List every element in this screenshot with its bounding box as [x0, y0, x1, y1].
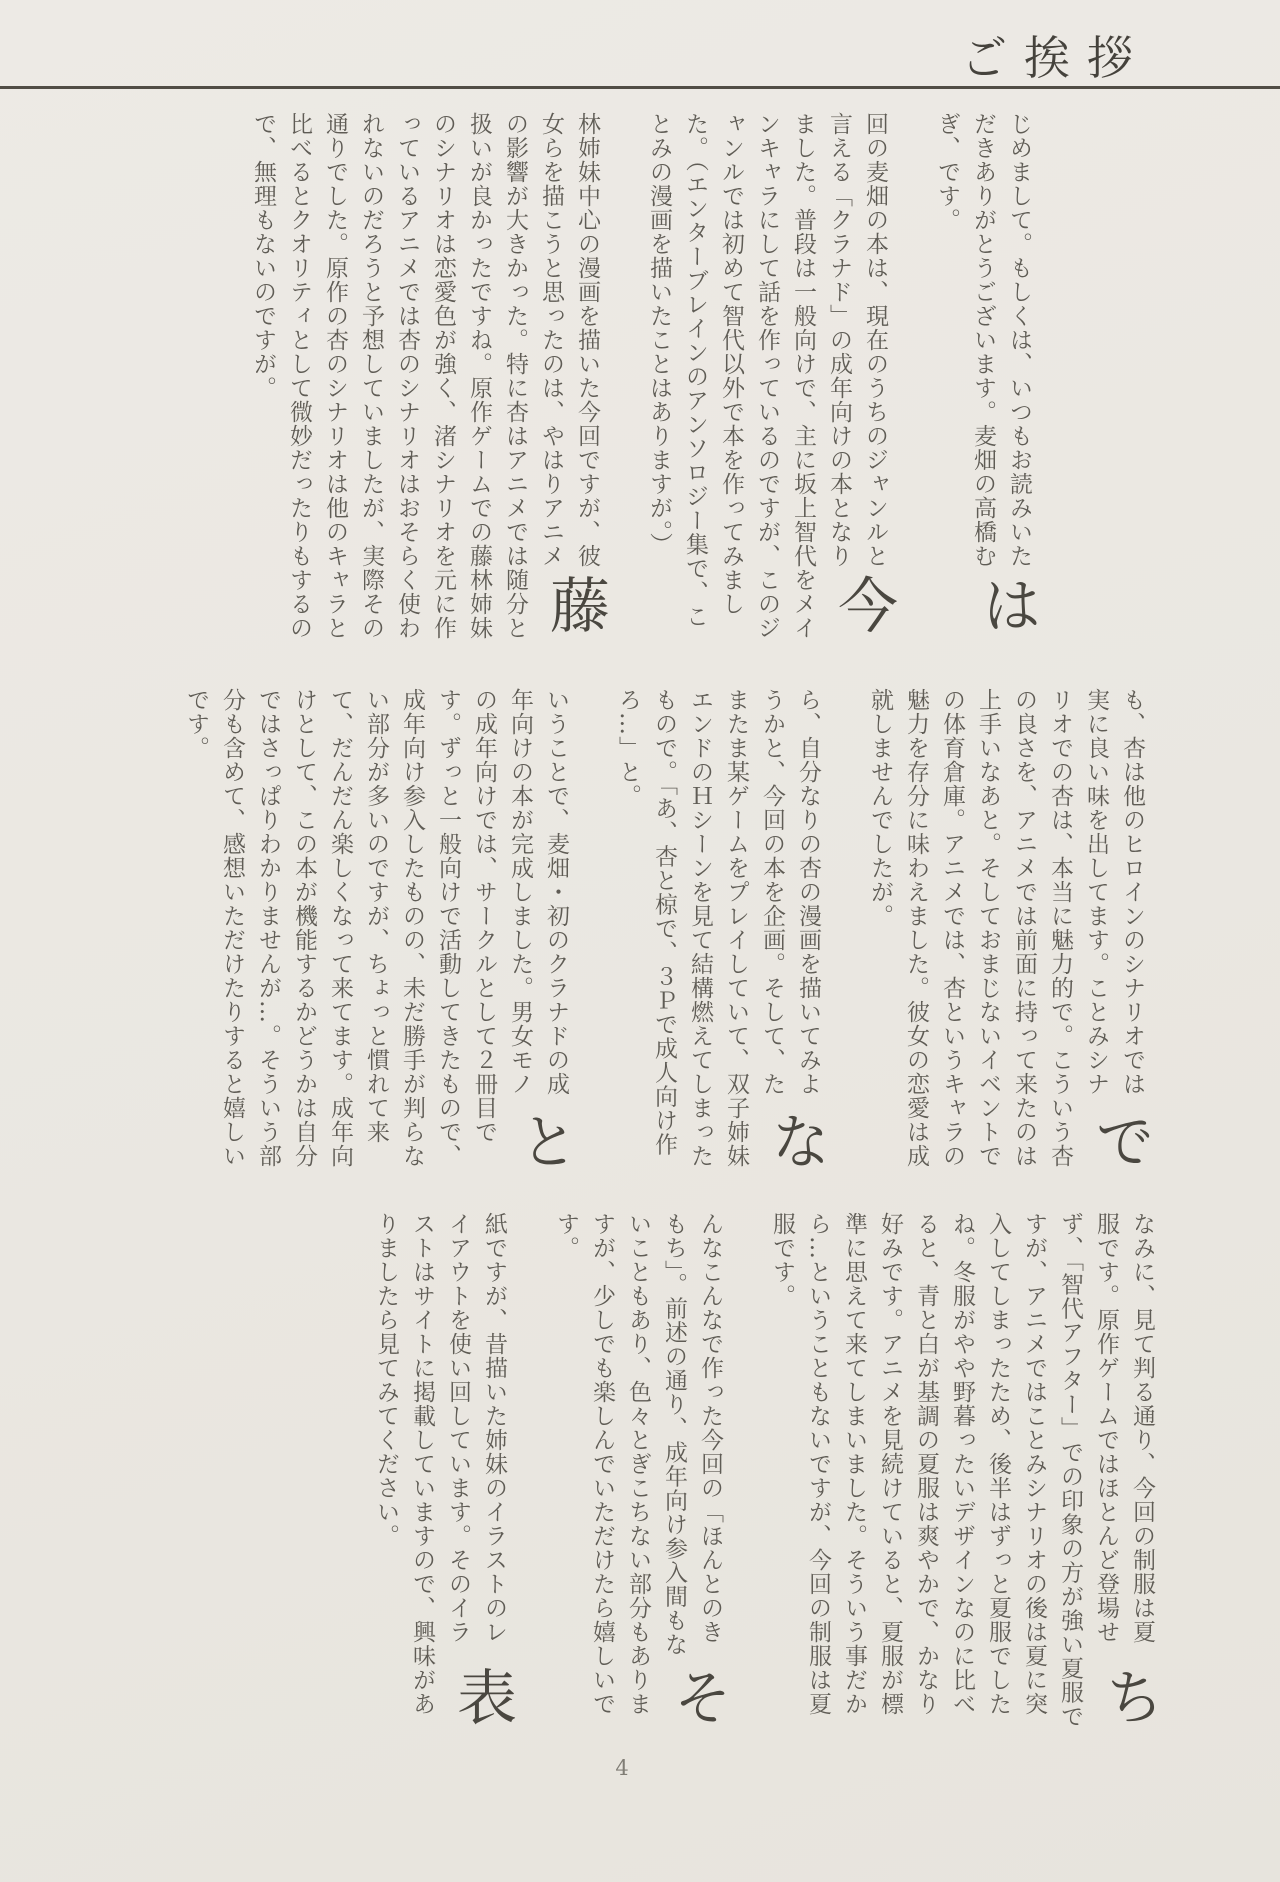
paragraph-text: んなこんなで作った今回の「ほんとのきもち」。前述の通り、成年向け参入間もないこともあり、色々とぎこちない部分もありますが、少しでも楽しんでいただけたら嬉しいです。	[553, 1212, 723, 1716]
paragraph-book-intro	[641, 112, 898, 644]
page-title: ご挨拶	[961, 31, 1150, 85]
paragraph-cover-illustration	[368, 1212, 517, 1736]
paragraph-greeting	[929, 112, 1042, 644]
paragraph-kyou-in-anime	[862, 688, 1155, 1180]
paragraph-closing-thanks	[548, 1212, 733, 1736]
dropcap: と	[509, 1110, 579, 1170]
title-divider	[0, 86, 1280, 89]
paragraph-text: 林姉妹中心の漫画を描いた今回ですが、彼女らを描こうと思ったのは、やはりアニメの影響が大きかった。特に杏はアニメでは随分と扱いが良かったですね。原作ゲームでの藤林姉妹のシナリオは恋愛色が強く、渚シナリオを元に作っているアニメでは杏のシナリオはおそらく使われないのだろうと予想していましたが、実際その通りでした。原作の杏のシナリオは他のキャラと比べるとクオリティとして微妙だったりもするので、無理もないのですが。	[250, 112, 600, 640]
paragraph-fujibayashi-sisters	[245, 112, 610, 644]
text-band-1	[85, 112, 1042, 644]
dropcap: ち	[1095, 1666, 1165, 1726]
paragraph-text: 紙ですが、昔描いた姉妹のイラストのレイアウトを使い回しています。そのイラストはサイトに掲載していますので、興味がありましたら見てみてください。	[373, 1212, 507, 1716]
text-band-2	[85, 688, 1155, 1180]
dropcap: で	[1085, 1110, 1155, 1170]
paragraph-text: なみに、見て判る通り、今回の制服は夏服です。原作ゲームではほとんど登場せず、「智代アフター」での印象の方が強い夏服ですが、アニメではことみシナリオの後は夏に突入してしまったため、後半はずっと夏服でしたね。冬服がやや野暮ったいデザインなのに比べると、青と白が基調の夏服は爽やかで、かなり好みです。アニメを見続けていると、夏服が標準に思えて来てしまいました。そういう事だから…ということもないですが、今回の制服は夏服です。	[769, 1212, 1155, 1729]
paragraph-text: じめまして。もしくは、いつもお読みいただきありがとうございます。麦畑の高橋むぎ、です。	[934, 112, 1032, 568]
paragraph-summer-uniform	[764, 1212, 1165, 1736]
page-number: 4	[615, 1756, 629, 1780]
dropcap: 藤	[540, 574, 610, 634]
paragraph-book-plan	[610, 688, 831, 1180]
dropcap: は	[972, 574, 1042, 634]
dropcap: 今	[828, 574, 898, 634]
paragraph-circle-second-book	[178, 688, 579, 1180]
text-band-3	[150, 1212, 1165, 1736]
paragraph-text: 回の麦畑の本は、現在のうちのジャンルと言える「クラナド」の成年向けの本となりました。普段は一般向けで、主に坂上智代をメインキャラにして話を作っているのですが、このジャンルでは初めて智代以外で本を作ってみました。（エンターブレインのアンソロジー集で、ことみの漫画を描いたことはありますが。）	[646, 112, 888, 640]
paragraph-text: いうことで、麦畑・初のクラナドの成年向けの本が完成しました。男女モノの成年向けでは、サークルとして２冊目です。ずっと一般向けで活動してきたもので、成年向け参入したものの、未だ勝手が判らない部分が多いのですが、ちょっと慣れて来て、だんだん楽しくなって来てます。成年向けとして、この本が機能するかどうかは自分ではさっぱりわかりませんが…。そういう部分も含めて、感想いただけたりすると嬉しいです。	[183, 688, 569, 1168]
paragraph-text: ら、自分なりの杏の漫画を描いてみようかと、今回の本を企画。そして、たまたま某ゲームをプレイしていて、双子姉妹エンドのＨシーンを見て結構燃えてしまったもので。「あ、杏と椋で、３Ｐで成人向け作ろ…」と。	[615, 688, 821, 1168]
dropcap: な	[761, 1110, 831, 1170]
paragraph-text: も、杏は他のヒロインのシナリオでは実に良い味を出してます。ことみシナリオでの杏は、本当に魅力的で。こういう杏の良さを、アニメでは前面に持って来たのは上手いなあと。そしておまじないイベントでの体育倉庫。アニメでは、杏というキャラの魅力を存分に味わえました。彼女の恋愛は成就しませんでしたが。	[867, 688, 1145, 1168]
dropcap: 表	[447, 1666, 517, 1726]
dropcap: そ	[663, 1666, 733, 1726]
